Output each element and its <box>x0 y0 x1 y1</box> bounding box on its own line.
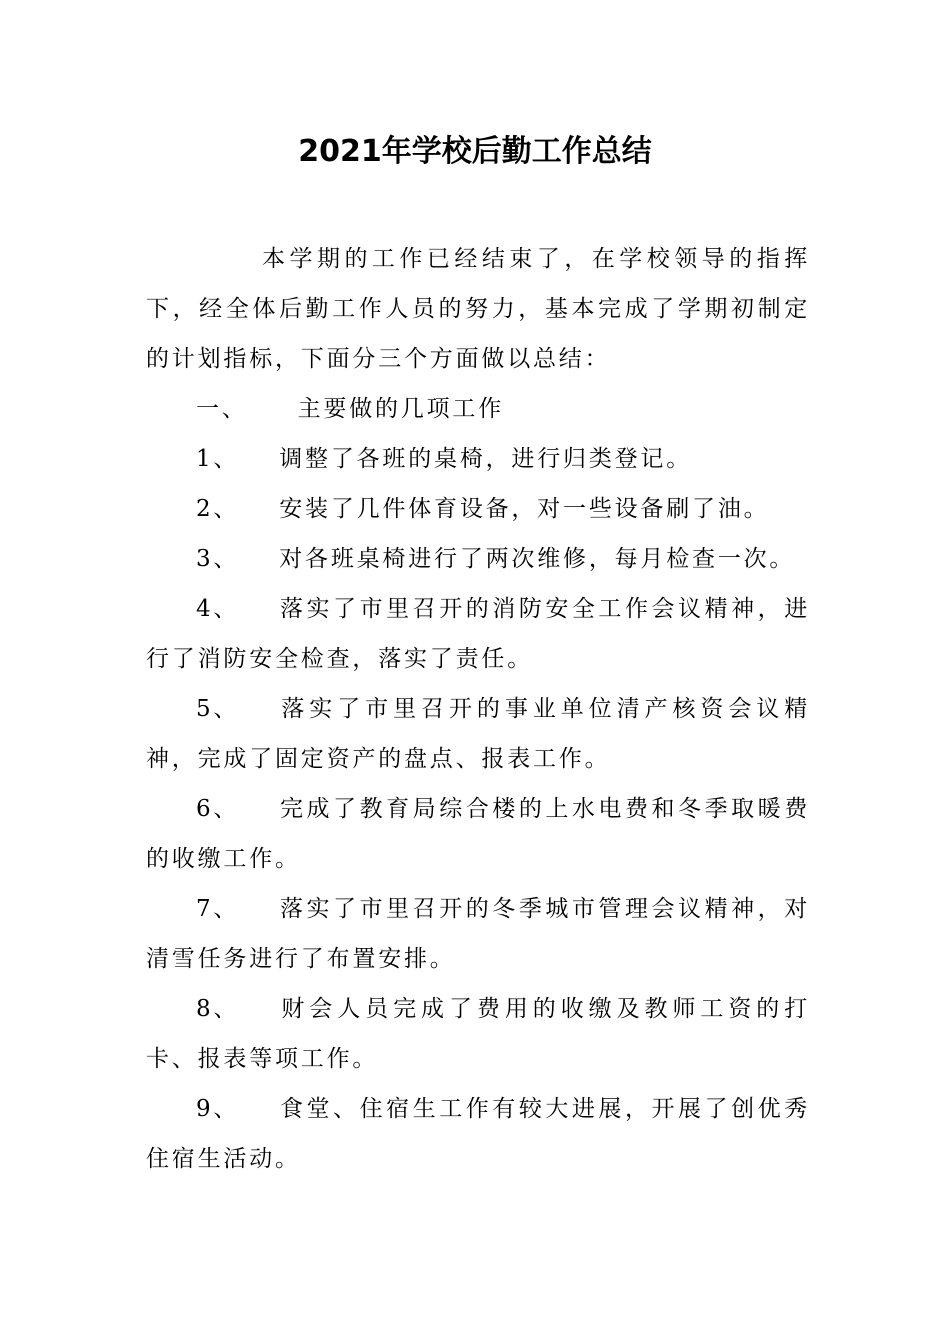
list-item <box>146 1084 810 1184</box>
item-text: 安装了几件体育设备，对一些设备刷了油。 <box>279 496 770 522</box>
list-item <box>146 434 810 484</box>
section-heading-text: 主要做的几项工作 <box>297 396 505 422</box>
list-item <box>146 484 810 534</box>
list-item <box>146 984 810 1084</box>
section-number: 一、 <box>196 396 248 422</box>
section-heading <box>146 384 810 434</box>
item-text: 落实了市里召开的消防安全工作会议精神，进行了消防安全检查，落实了责任。 <box>146 596 810 672</box>
list-item <box>146 534 810 584</box>
list-item <box>146 584 810 684</box>
item-text: 落实了市里召开的事业单位清产核资会议精神，完成了固定资产的盘点、报表工作。 <box>146 696 810 772</box>
item-text: 食堂、住宿生工作有较大进展，开展了创优秀住宿生活动。 <box>146 1096 810 1172</box>
item-number: 8、 <box>196 996 240 1022</box>
item-number: 1、 <box>196 446 240 472</box>
list-item <box>146 784 810 884</box>
document-title: 2021年学校后勤工作总结 <box>298 134 652 169</box>
item-number: 3、 <box>196 546 240 572</box>
item-number: 9、 <box>196 1096 240 1122</box>
list-item <box>146 884 810 984</box>
item-number: 7、 <box>196 896 240 922</box>
item-number: 5、 <box>196 696 240 722</box>
item-text: 完成了教育局综合楼的上水电费和冬季取暖费的收缴工作。 <box>146 796 810 872</box>
item-number: 6、 <box>196 796 240 822</box>
item-text: 财会人员完成了费用的收缴及教师工资的打卡、报表等项工作。 <box>146 996 810 1072</box>
item-text: 落实了市里召开的冬季城市管理会议精神，对清雪任务进行了布置安排。 <box>146 896 810 972</box>
item-text: 对各班桌椅进行了两次维修，每月检查一次。 <box>279 546 796 572</box>
list-item <box>146 684 810 784</box>
item-number: 4、 <box>196 596 240 622</box>
intro-paragraph: 本学期的工作已经结束了，在学校领导的指挥下，经全体后勤工作人员的努力，基本完成了学期初制定的计划指标，下面分三个方面做以总结： <box>146 246 810 372</box>
item-text: 调整了各班的桌椅，进行归类登记。 <box>279 446 693 472</box>
document-body <box>146 234 810 1184</box>
item-number: 2、 <box>196 496 240 522</box>
